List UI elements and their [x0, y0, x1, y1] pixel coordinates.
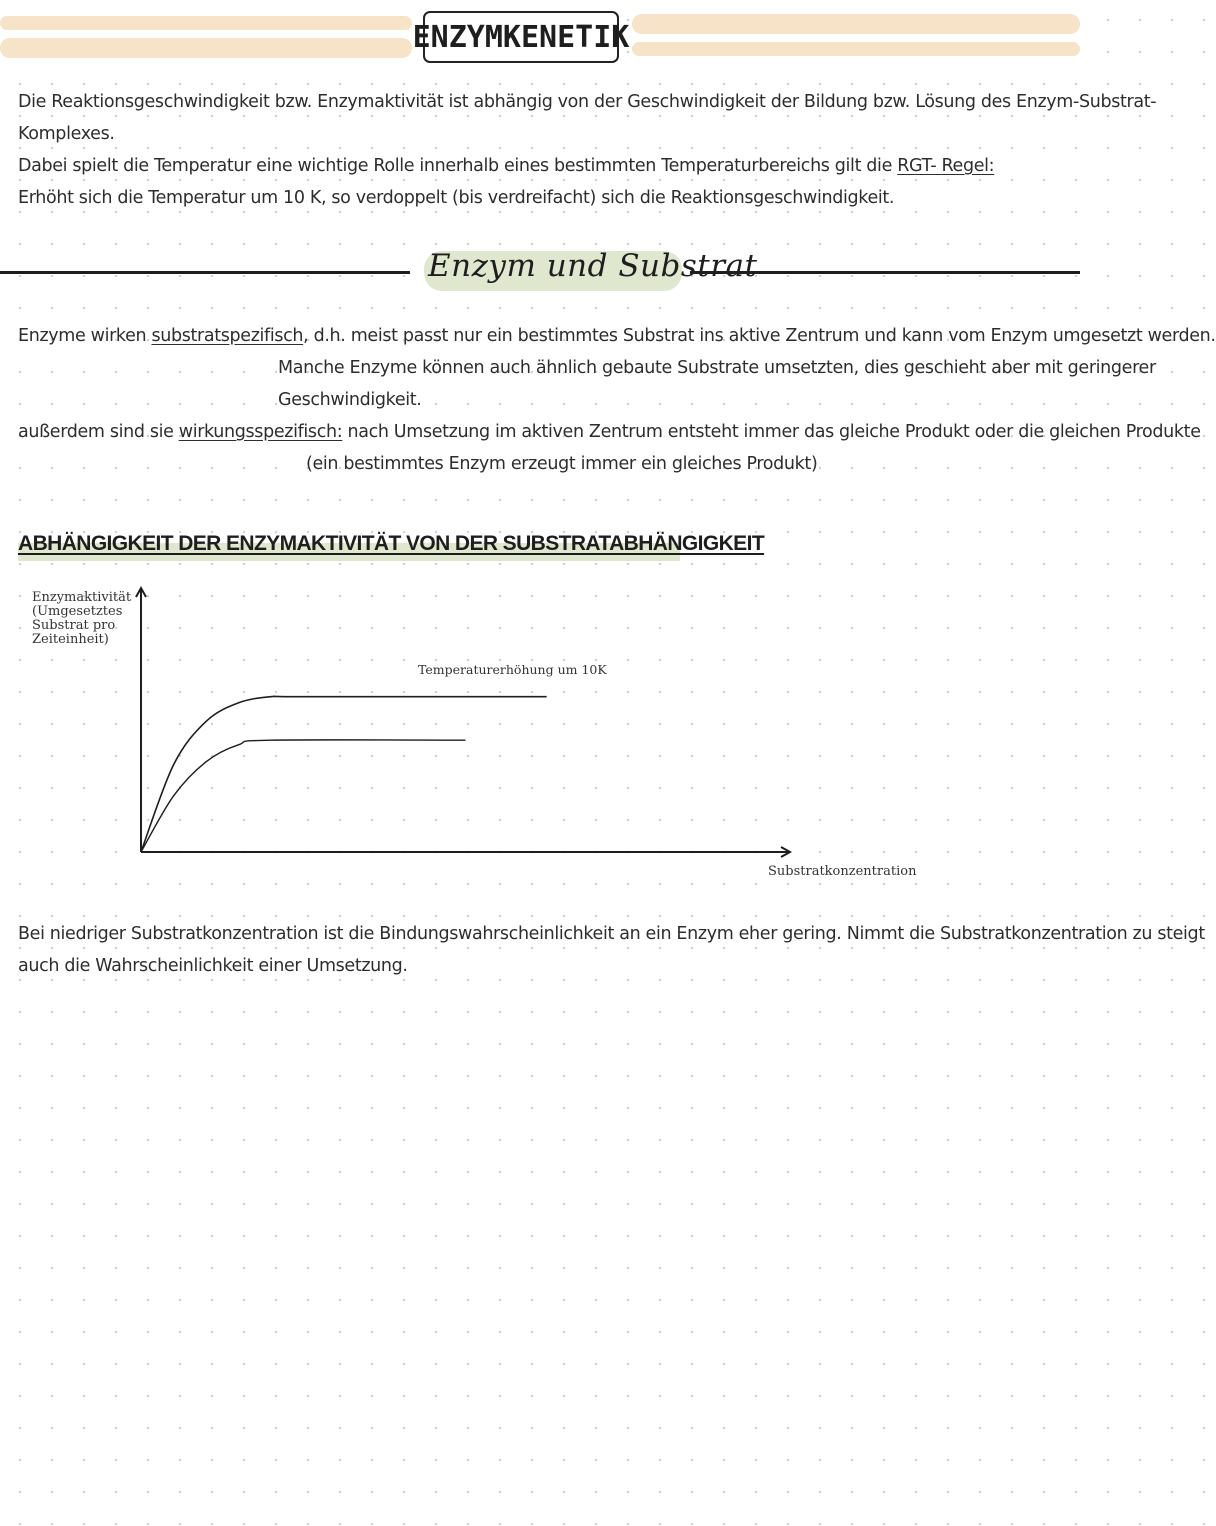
header-stripe-left-2: [0, 38, 412, 58]
chart-x-label: Substratkonzentration: [768, 864, 917, 879]
series-line-2: [141, 740, 466, 852]
header-stripe-left: [0, 16, 412, 30]
term-substratspezifisch: substratspezifisch: [151, 326, 304, 346]
header-stripe-right-2: [632, 42, 1080, 56]
enzyme-line-2: Manche Enzyme können auch ähnlich gebaute Substrate umsetzten, dies geschieht aber mit geringerer: [278, 358, 1156, 378]
conclusion-line-1: Bei niedriger Substratkonzentration ist die Bindungswahrscheinlichkeit an ein Enzym eher gering. Nimmt die Substratkonzentration zu steigt: [18, 924, 1205, 944]
term-wirkungsspezifisch: wirkungsspezifisch:: [178, 422, 343, 442]
chart-y-label: Enzymaktivität (Umgesetztes Substrat pro Zeiteinheit): [32, 590, 132, 647]
enzyme-line-1-post: , d.h. meist passt nur ein bestimmtes Substrat ins aktive Zentrum und kann vom Enzym umgesetzt werden.: [303, 326, 1216, 346]
enzyme-line-4-pre: außerdem sind sie: [18, 422, 179, 442]
conclusion-line-2: auch die Wahrscheinlichkeit einer Umsetzung.: [18, 956, 408, 976]
intro-line-3: [18, 150, 994, 182]
enzyme-line-4: [18, 416, 1201, 448]
intro-line-4: Erhöht sich die Temperatur um 10 K, so verdoppelt (bis verdreifacht) sich die Reaktionsgeschwindigkeit.: [18, 188, 895, 208]
intro-line-3-text: Dabei spielt die Temperatur eine wichtige Rolle innerhalb eines bestimmten Temperaturbereichs gilt die: [18, 156, 898, 176]
chart-annotation: Temperaturerhöhung um 10K: [418, 662, 607, 677]
enzyme-line-1-pre: Enzyme wirken: [18, 326, 152, 346]
enzyme-activity-chart: [0, 570, 1080, 900]
intro-line-1: Die Reaktionsgeschwindigkeit bzw. Enzymaktivität ist abhängig von der Geschwindigkeit der Bildung bzw. Lösung des Enzym-Substrat-: [18, 92, 1157, 112]
enzyme-line-5: (ein bestimmtes Enzym erzeugt immer ein gleiches Produkt): [306, 454, 818, 474]
series-line-1: [141, 696, 547, 852]
enzyme-line-4-post: nach Umsetzung im aktiven Zentrum entsteht immer das gleiche Produkt oder die gleichen Produkte: [342, 422, 1201, 442]
section-title: Enzym und Substrat: [428, 248, 758, 284]
intro-line-2: Komplexes.: [18, 124, 115, 144]
enzyme-line-3: Geschwindigkeit.: [278, 390, 422, 410]
section-divider-left: [0, 271, 410, 274]
heading2: ABHÄNGIGKEIT DER ENZYMAKTIVITÄT VON DER SUBSTRATABHÄNGIGKEIT: [18, 532, 765, 555]
rgt-rule-link: RGT- Regel:: [897, 156, 995, 176]
header-stripe-right: [632, 14, 1080, 34]
page-title: ENZYMKENETIK: [423, 11, 619, 63]
enzyme-line-1: [18, 320, 1216, 352]
